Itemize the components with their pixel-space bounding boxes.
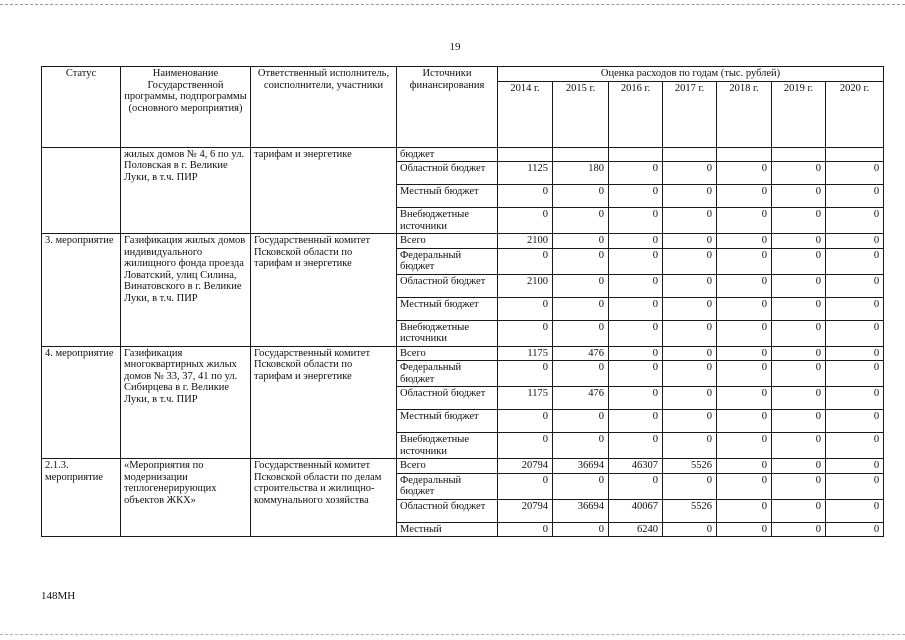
cell-year-value: 476: [553, 346, 609, 361]
cell-year-value: 476: [553, 387, 609, 410]
cell-source: Федеральный бюджет: [397, 361, 498, 387]
cell-year-value: 0: [772, 522, 826, 537]
cell-year-value: 0: [772, 433, 826, 459]
cell-source: Федеральный бюджет: [397, 248, 498, 274]
cell-year-value: 0: [772, 248, 826, 274]
footer-document-code: 148МН: [41, 590, 76, 602]
cell-year-value: 0: [826, 410, 884, 433]
cell-year-value: 0: [717, 234, 772, 249]
cell-year-value: 0: [609, 410, 663, 433]
cell-status: 3. мероприятие: [42, 234, 121, 347]
cell-year-value: 0: [772, 185, 826, 208]
cell-year-value: 6240: [609, 522, 663, 537]
bottom-page-border: [0, 634, 905, 635]
cell-year-value: 1125: [498, 162, 553, 185]
cell-source: Областной бюджет: [397, 274, 498, 297]
cell-year-value: 0: [553, 320, 609, 346]
cell-year-value: [826, 147, 884, 162]
header-responsible: Ответственный исполнитель, соисполнители, участники: [251, 67, 397, 148]
cell-status: [42, 147, 121, 234]
cell-source: Внебюджетные источники: [397, 320, 498, 346]
header-year: 2014 г.: [498, 81, 553, 147]
cell-year-value: 0: [772, 274, 826, 297]
cell-year-value: 0: [609, 320, 663, 346]
cell-year-value: 5526: [663, 459, 717, 474]
cell-year-value: 0: [609, 208, 663, 234]
cell-year-value: 0: [826, 522, 884, 537]
cell-program-name: Газификация жилых домов индивидуального жилищного фонда проезда Ловатский, улиц Силина, Винатовского в г. Великие Луки, в т.ч. ПИР: [121, 234, 251, 347]
cell-year-value: 0: [717, 410, 772, 433]
cell-responsible: тарифам и энергетике: [251, 147, 397, 234]
cell-year-value: 0: [717, 274, 772, 297]
cell-responsible: Государственный комитет Псковской области по тарифам и энергетике: [251, 346, 397, 459]
cell-year-value: 0: [498, 410, 553, 433]
cell-year-value: 0: [553, 297, 609, 320]
cell-year-value: 0: [609, 234, 663, 249]
cell-responsible: Государственный комитет Псковской области по тарифам и энергетике: [251, 234, 397, 347]
cell-year-value: 0: [498, 248, 553, 274]
cell-year-value: 0: [663, 433, 717, 459]
cell-year-value: 0: [663, 274, 717, 297]
cell-year-value: 0: [717, 208, 772, 234]
cell-year-value: 0: [772, 459, 826, 474]
header-year: 2016 г.: [609, 81, 663, 147]
cell-year-value: 0: [498, 473, 553, 499]
table-row: [42, 147, 884, 162]
cell-year-value: 0: [826, 433, 884, 459]
header-sources: Источники финансирования: [397, 67, 498, 148]
cell-year-value: [717, 147, 772, 162]
cell-year-value: 0: [663, 410, 717, 433]
cell-year-value: 0: [609, 297, 663, 320]
cell-year-value: 0: [826, 297, 884, 320]
header-row-top: [42, 67, 884, 82]
cell-year-value: 0: [609, 387, 663, 410]
cell-source: Всего: [397, 459, 498, 474]
cell-year-value: 0: [772, 499, 826, 522]
cell-year-value: [553, 147, 609, 162]
cell-year-value: 0: [663, 346, 717, 361]
cell-year-value: 0: [772, 162, 826, 185]
cell-year-value: 0: [717, 297, 772, 320]
cell-year-value: 0: [717, 499, 772, 522]
cell-year-value: 2100: [498, 274, 553, 297]
cell-year-value: 0: [609, 274, 663, 297]
budget-table: [41, 66, 884, 537]
cell-year-value: 0: [826, 274, 884, 297]
cell-year-value: 0: [717, 522, 772, 537]
cell-year-value: 0: [498, 361, 553, 387]
cell-year-value: 36694: [553, 499, 609, 522]
cell-year-value: 46307: [609, 459, 663, 474]
cell-year-value: [498, 147, 553, 162]
cell-year-value: 20794: [498, 459, 553, 474]
header-status: Статус: [42, 67, 121, 148]
cell-year-value: 0: [553, 473, 609, 499]
page-number: 19: [449, 41, 461, 53]
cell-year-value: 1175: [498, 346, 553, 361]
cell-source: Всего: [397, 234, 498, 249]
header-costs-group: Оценка расходов по годам (тыс. рублей): [498, 67, 884, 82]
cell-year-value: 0: [772, 346, 826, 361]
cell-year-value: 0: [826, 459, 884, 474]
cell-year-value: 0: [826, 499, 884, 522]
cell-year-value: 0: [553, 410, 609, 433]
cell-year-value: 0: [553, 234, 609, 249]
cell-year-value: 0: [553, 248, 609, 274]
table-row: [42, 234, 884, 249]
cell-source: Федеральный бюджет: [397, 473, 498, 499]
cell-year-value: 40067: [609, 499, 663, 522]
cell-year-value: 0: [772, 208, 826, 234]
cell-year-value: 0: [826, 162, 884, 185]
cell-year-value: 1175: [498, 387, 553, 410]
cell-year-value: 0: [498, 185, 553, 208]
cell-year-value: 0: [609, 162, 663, 185]
cell-year-value: 0: [772, 387, 826, 410]
cell-year-value: 0: [717, 346, 772, 361]
cell-year-value: 5526: [663, 499, 717, 522]
table-row: [42, 459, 884, 474]
cell-year-value: 0: [717, 162, 772, 185]
cell-year-value: 0: [609, 473, 663, 499]
cell-source: Областной бюджет: [397, 387, 498, 410]
cell-year-value: 2100: [498, 234, 553, 249]
cell-year-value: 0: [826, 387, 884, 410]
cell-year-value: 0: [498, 208, 553, 234]
cell-year-value: 0: [772, 297, 826, 320]
cell-year-value: 0: [498, 297, 553, 320]
cell-year-value: 0: [553, 433, 609, 459]
cell-year-value: [609, 147, 663, 162]
cell-year-value: 20794: [498, 499, 553, 522]
cell-source: Местный бюджет: [397, 297, 498, 320]
cell-year-value: 0: [498, 522, 553, 537]
header-program-name: Наименование Государственной программы, подпрограммы (основного мероприятия): [121, 67, 251, 148]
cell-status: 4. мероприятие: [42, 346, 121, 459]
cell-year-value: 0: [553, 522, 609, 537]
cell-year-value: 0: [663, 248, 717, 274]
cell-year-value: 0: [826, 234, 884, 249]
cell-source: Всего: [397, 346, 498, 361]
cell-year-value: 0: [609, 248, 663, 274]
cell-year-value: 0: [663, 320, 717, 346]
cell-year-value: 0: [826, 208, 884, 234]
cell-year-value: 0: [717, 387, 772, 410]
cell-year-value: 0: [826, 320, 884, 346]
table-header: [42, 67, 884, 148]
cell-source: Областной бюджет: [397, 162, 498, 185]
cell-year-value: 0: [498, 320, 553, 346]
cell-year-value: 0: [717, 361, 772, 387]
cell-program-name: Газификация многоквартирных жилых домов № 33, 37, 41 по ул. Сибирцева в г. Великие Луки, в т.ч. ПИР: [121, 346, 251, 459]
cell-year-value: 0: [826, 248, 884, 274]
cell-status: 2.1.3. мероприятие: [42, 459, 121, 537]
cell-year-value: 0: [772, 234, 826, 249]
cell-year-value: 0: [826, 473, 884, 499]
header-year: 2018 г.: [717, 81, 772, 147]
cell-source: Местный бюджет: [397, 185, 498, 208]
cell-year-value: 0: [663, 234, 717, 249]
cell-year-value: 0: [553, 208, 609, 234]
header-year: 2020 г.: [826, 81, 884, 147]
cell-responsible: Государственный комитет Псковской области по делам строительства и жилищно-коммунального хозяйства: [251, 459, 397, 537]
cell-year-value: 0: [772, 320, 826, 346]
cell-year-value: 0: [772, 410, 826, 433]
cell-year-value: 0: [826, 185, 884, 208]
table-body: [42, 147, 884, 537]
cell-year-value: [663, 147, 717, 162]
cell-year-value: 0: [609, 433, 663, 459]
cell-program-name: жилых домов № 4, 6 по ул. Половская в г. Великие Луки, в т.ч. ПИР: [121, 147, 251, 234]
table-row: [42, 346, 884, 361]
header-year: 2019 г.: [772, 81, 826, 147]
cell-year-value: 0: [663, 208, 717, 234]
cell-source: Областной бюджет: [397, 499, 498, 522]
cell-year-value: 0: [553, 274, 609, 297]
cell-year-value: 0: [826, 346, 884, 361]
cell-year-value: 0: [663, 387, 717, 410]
cell-year-value: 0: [717, 248, 772, 274]
cell-year-value: 0: [609, 185, 663, 208]
cell-program-name: «Мероприятия по модернизации теплогенерирующих объектов ЖКХ»: [121, 459, 251, 537]
cell-year-value: 0: [717, 320, 772, 346]
cell-year-value: 0: [663, 522, 717, 537]
cell-year-value: 0: [498, 433, 553, 459]
cell-year-value: 0: [663, 361, 717, 387]
cell-year-value: 36694: [553, 459, 609, 474]
cell-year-value: 0: [553, 185, 609, 208]
cell-year-value: 0: [609, 346, 663, 361]
cell-year-value: 0: [663, 185, 717, 208]
cell-year-value: 0: [717, 459, 772, 474]
cell-source: Местный: [397, 522, 498, 537]
cell-year-value: 0: [772, 473, 826, 499]
cell-source: Местный бюджет: [397, 410, 498, 433]
cell-source: Внебюджетные источники: [397, 433, 498, 459]
header-year: 2017 г.: [663, 81, 717, 147]
top-page-border: [0, 4, 905, 5]
cell-year-value: 180: [553, 162, 609, 185]
cell-year-value: 0: [663, 473, 717, 499]
cell-year-value: 0: [717, 185, 772, 208]
cell-source: бюджет: [397, 147, 498, 162]
cell-source: Внебюджетные источники: [397, 208, 498, 234]
cell-year-value: 0: [717, 433, 772, 459]
cell-year-value: [772, 147, 826, 162]
cell-year-value: 0: [663, 297, 717, 320]
cell-year-value: 0: [663, 162, 717, 185]
header-year: 2015 г.: [553, 81, 609, 147]
cell-year-value: 0: [717, 473, 772, 499]
cell-year-value: 0: [553, 361, 609, 387]
cell-year-value: 0: [609, 361, 663, 387]
cell-year-value: 0: [772, 361, 826, 387]
cell-year-value: 0: [826, 361, 884, 387]
